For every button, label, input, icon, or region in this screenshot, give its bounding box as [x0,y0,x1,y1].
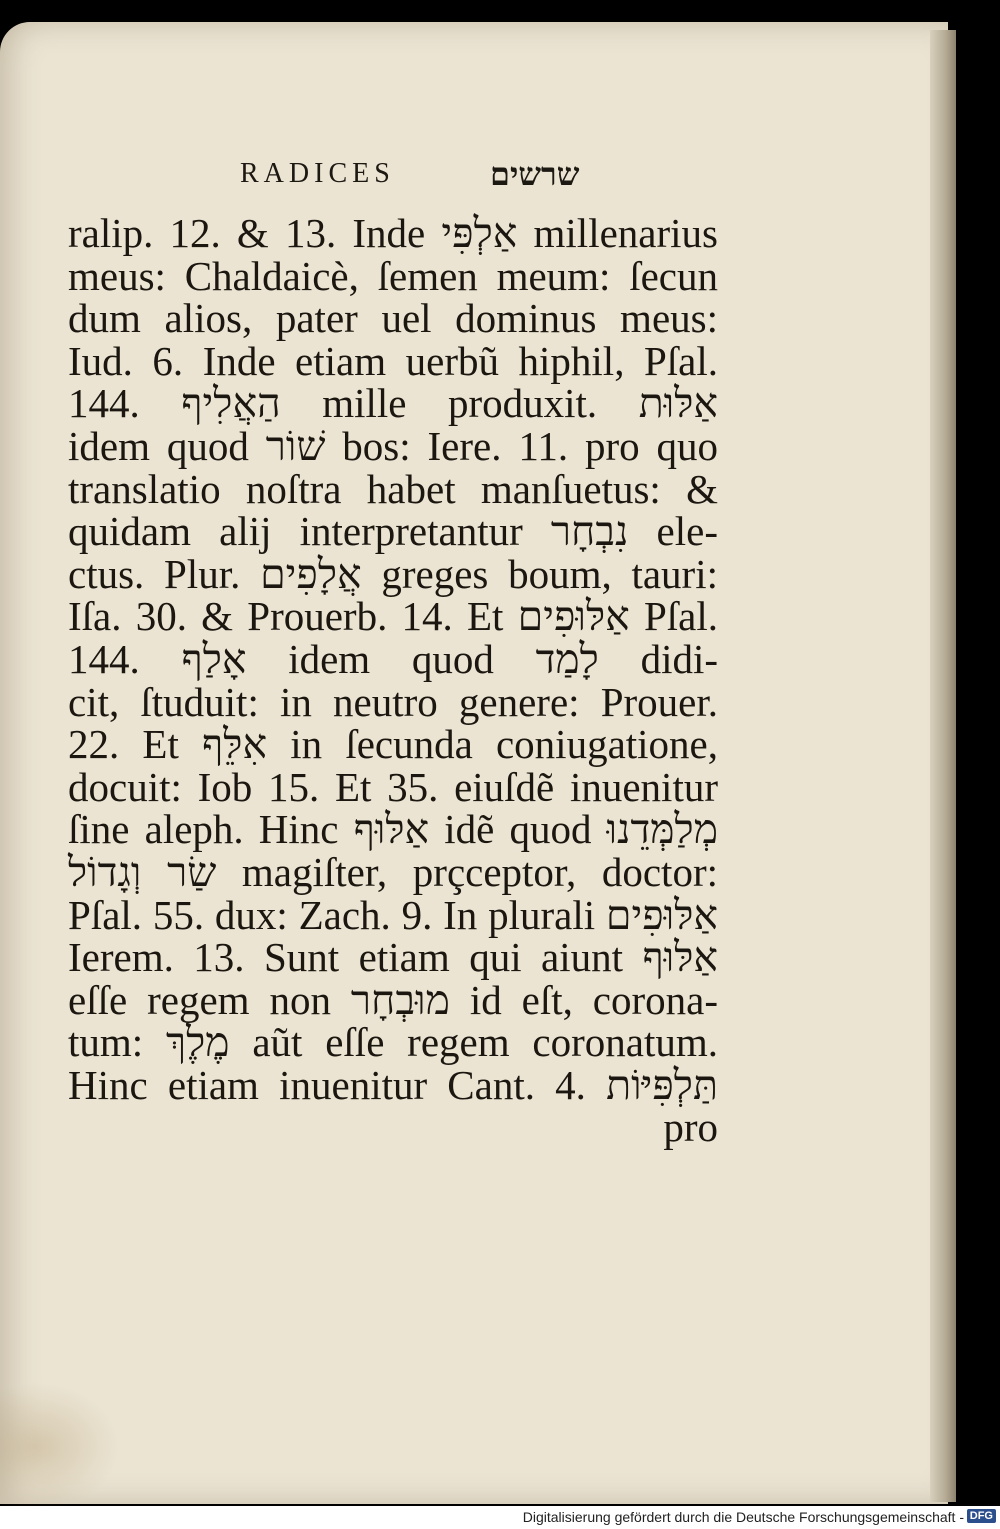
text-line: quidam alij interpretantur נִבְחָר ele- [68,508,718,555]
text-line: eſſe regem non מוּבְחָר id eſt, corona- [68,976,719,1023]
text-line: ralip. 12. & 13. Inde אַלְפִּי millenarius [68,210,718,256]
text-line: 22. Et אִלֵּף in ſecunda coniugatione, [68,721,718,768]
dfg-credit: Digitalisierung gefördert durch die Deutsche Forschungsgemeinschaft - [522,1509,964,1525]
text-line: Ierem. 13. Sunt etiam qui aiunt אַלּוּף [68,934,718,981]
dfg-logo: DFG [967,1509,996,1523]
text-line: Pſal. 55. dux: Zach. 9. In plurali אַלּוּפִים [68,891,718,938]
digitization-footer [0,1506,1000,1529]
text-line: tum: מֶלֶךְ aũt eſſe regem coronatum. [68,1019,718,1066]
text-line: meus: Chaldaicè, ſemen meum: ſecun [68,252,718,299]
text-line: שַׂר וְגָדוֹל magiſter, prçceptor, doctor: [68,848,718,895]
text-line: Hinc etiam inuenitur Cant. 4. תַּלְפִּיּוֹת [68,1061,718,1108]
text-line: 144. אָלַף idem quod לָמַד didi- [68,635,718,682]
text-line: idem quod שׁוֹר bos: Iere. 11. pro quo [68,422,718,469]
text-line: dum alios, pater uel dominus meus: [68,295,718,342]
text-line: ctus. Plur. אֲלָפִים greges boum, tauri: [68,550,718,597]
catchword: pro [663,1104,718,1151]
running-header [240,158,610,198]
page-edge [930,30,956,1502]
header-hebrew: שרשים [490,156,580,192]
header-latin: RADICES [240,158,395,189]
text-line: Iud. 6. Inde etiam uerbũ hiphil, Pſal. [68,337,718,384]
text-line: ſine aleph. Hinc אַלּוּף idẽ quod מְלַמְּדֵנוּ [68,806,719,853]
text-line: cit, ſtuduit: in neutro genere: Prouer. [68,678,718,725]
text-line: docuit: Iob 15. Et 35. eiuſdẽ inuenitur [68,763,718,810]
text-line: translatio noſtra habet manſuetus: & [68,465,718,512]
text-line: 144. הַאֲלִיף mille produxit. אַלּוּת [68,380,719,427]
body-text [68,212,718,1149]
text-line: Iſa. 30. & Prouerb. 14. Et אַלּוּפִים Pſal. [68,593,718,640]
paper-stain [0,1382,120,1512]
